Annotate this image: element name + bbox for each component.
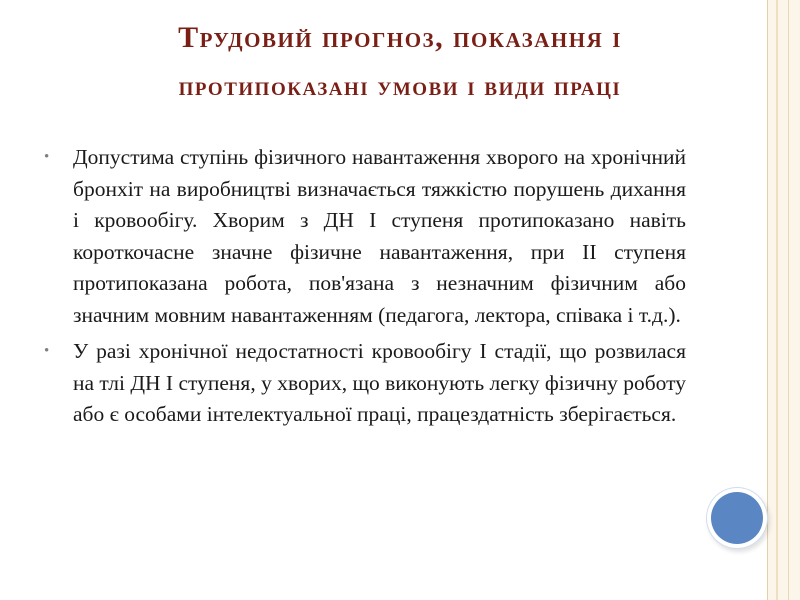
bullet-paragraph — [44, 336, 686, 431]
decorative-circle-ornament — [711, 492, 763, 544]
slide-title-line-1: Трудовий прогноз, показання і — [178, 21, 622, 54]
bullet-paragraph — [44, 142, 686, 331]
decorative-band-line — [788, 0, 789, 600]
bullet-icon: • — [44, 343, 50, 359]
bullet-icon: • — [44, 149, 50, 165]
slide-body — [44, 142, 686, 436]
slide-title — [40, 14, 760, 110]
decorative-side-band — [768, 0, 800, 600]
bullet-paragraph-text: У разі хронічної недостатності кровообігу I стадії, що розвилася на тлі ДН I ступеня, у хворих, що виконують легку фізичну роботу або є особами інтелектуальної праці, працездатність зберігається. — [73, 339, 686, 426]
decorative-band-line — [776, 0, 778, 600]
bullet-paragraph-text: Допустима ступінь фізичного навантаження хворого на хронічний бронхіт на виробництві визначається тяжкістю порушень дихання і кровообігу. Хворим з ДН І ступеня протипоказано навіть короткочасне значне фізичне навантаження, при ІІ ступеня протипоказана робота, пов'язана з незначним фізичним або значним мовним навантаженням (педагога, лектора, співака і т.д.). — [73, 145, 686, 327]
decorative-band-line — [767, 0, 768, 600]
slide-title-line-2: протипоказані умови і види праці — [178, 71, 622, 101]
